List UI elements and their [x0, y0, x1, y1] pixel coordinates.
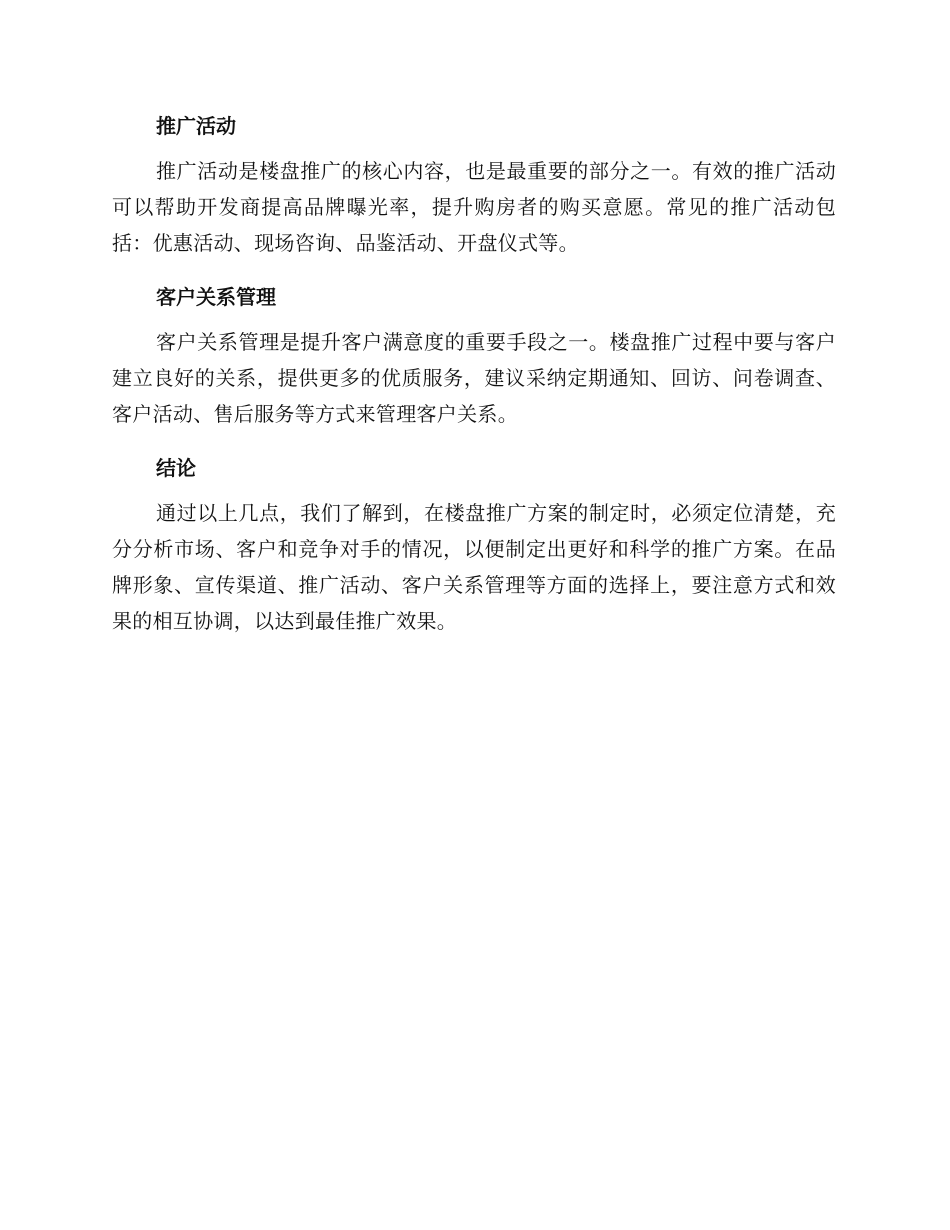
- section-heading-customer-relationship: 客户关系管理: [156, 285, 276, 309]
- section-body-promotion-activities: 推广活动是楼盘推广的核心内容，也是最重要的部分之一。有效的推广活动可以帮助开发商提高品牌曝光率，提升购房者的购买意愿。常见的推广活动包括：优惠活动、现场咨询、品鉴活动、开盘仪式等。: [112, 159, 836, 255]
- section-body-conclusion: 通过以上几点，我们了解到，在楼盘推广方案的制定时，必须定位清楚，充分分析市场、客户和竞争对手的情况，以便制定出更好和科学的推广方案。在品牌形象、宣传渠道、推广活动、客户关系管理等方面的选择上，要注意方式和效果的相互协调，以达到最佳推广效果。: [112, 501, 836, 633]
- section-heading-conclusion: 结论: [156, 456, 196, 480]
- section-body-customer-relationship: 客户关系管理是提升客户满意度的重要手段之一。楼盘推广过程中要与客户建立良好的关系，提供更多的优质服务，建议采纳定期通知、回访、问卷调查、客户活动、售后服务等方式来管理客户关系。: [112, 330, 836, 426]
- document-page: [112, 108, 836, 657]
- section-heading-promotion-activities: 推广活动: [156, 114, 236, 138]
